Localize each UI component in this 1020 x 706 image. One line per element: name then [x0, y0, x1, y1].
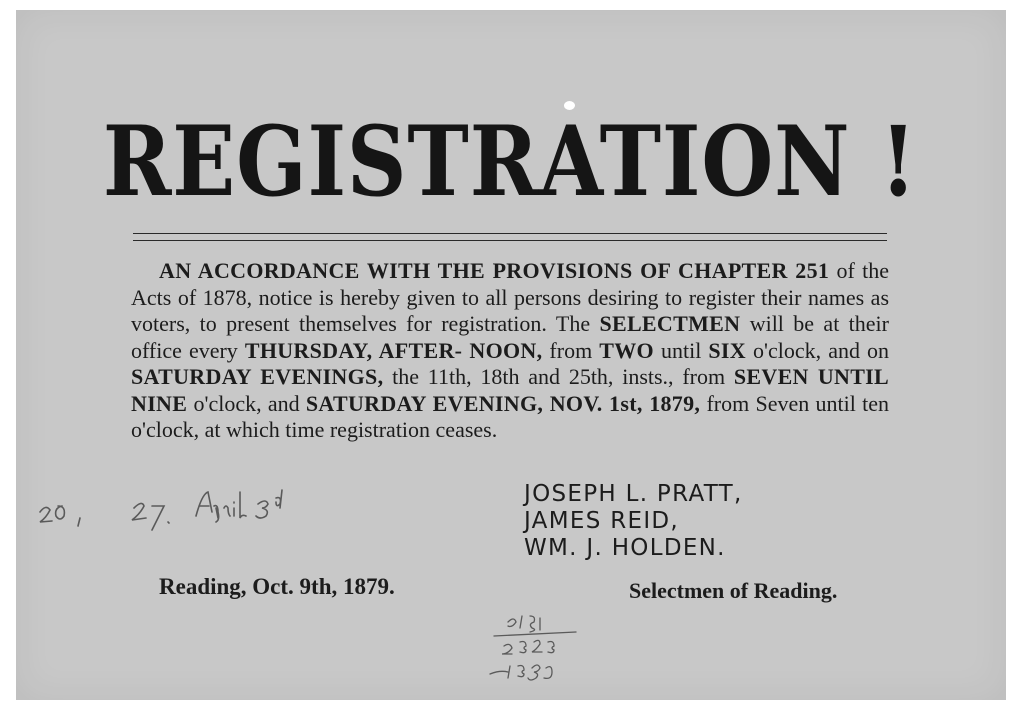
- handwritten-note: [36, 478, 336, 538]
- notice-text: the 11th, 18th and 25th, insts., from: [392, 364, 734, 389]
- signers-office: Selectmen of Reading.: [629, 578, 838, 603]
- notice-text: SIX: [708, 337, 746, 363]
- notice-text: will be at their office every: [131, 311, 889, 363]
- notice-text: NOON,: [469, 337, 543, 363]
- notice-body: [131, 258, 889, 444]
- notice-text: The: [555, 311, 600, 336]
- notice-text: of the Acts of 1878, notice is hereby given to all persons desiring to: [131, 258, 890, 310]
- notice-text: AN ACCORDANCE WITH THE PROVISIONS OF CHAPTER 251: [159, 258, 830, 283]
- notice-text: register their names as voters, to present themselves for registration.: [131, 284, 890, 336]
- notice-text: THURSDAY, AFTER-: [244, 337, 463, 363]
- catalog-marks: [480, 608, 590, 688]
- paper-speck: [12, 258, 15, 261]
- signer-name: JAMES REID,: [524, 508, 680, 534]
- notice-text: until: [653, 337, 709, 363]
- title-rule-top: [133, 233, 887, 234]
- notice-text: from: [542, 337, 600, 363]
- notice-text: SATURDAY EVENING, NOV. 1st, 1879,: [305, 390, 701, 416]
- notice-text: o'clock, and on: [745, 337, 890, 363]
- notice-text: SEVEN UNTIL NINE: [131, 364, 890, 416]
- place-and-date: Reading, Oct. 9th, 1879.: [159, 574, 395, 599]
- notice-text: at which time registration ceases.: [204, 417, 498, 442]
- notice-text: SATURDAY EVENINGS,: [131, 364, 384, 389]
- signer-list: [524, 481, 743, 562]
- signer-name: WM. J. HOLDEN.: [524, 535, 726, 561]
- notice-text: SELECTMEN: [599, 311, 741, 336]
- title-rule-bottom: [133, 240, 887, 241]
- notice-text: from Seven until ten o'clock,: [131, 390, 890, 442]
- signer-name: JOSEPH L. PRATT,: [524, 481, 743, 507]
- notice-text: TWO: [599, 337, 654, 363]
- notice-text: o'clock, and: [187, 390, 300, 416]
- page-title: REGISTRATION !: [102, 105, 918, 218]
